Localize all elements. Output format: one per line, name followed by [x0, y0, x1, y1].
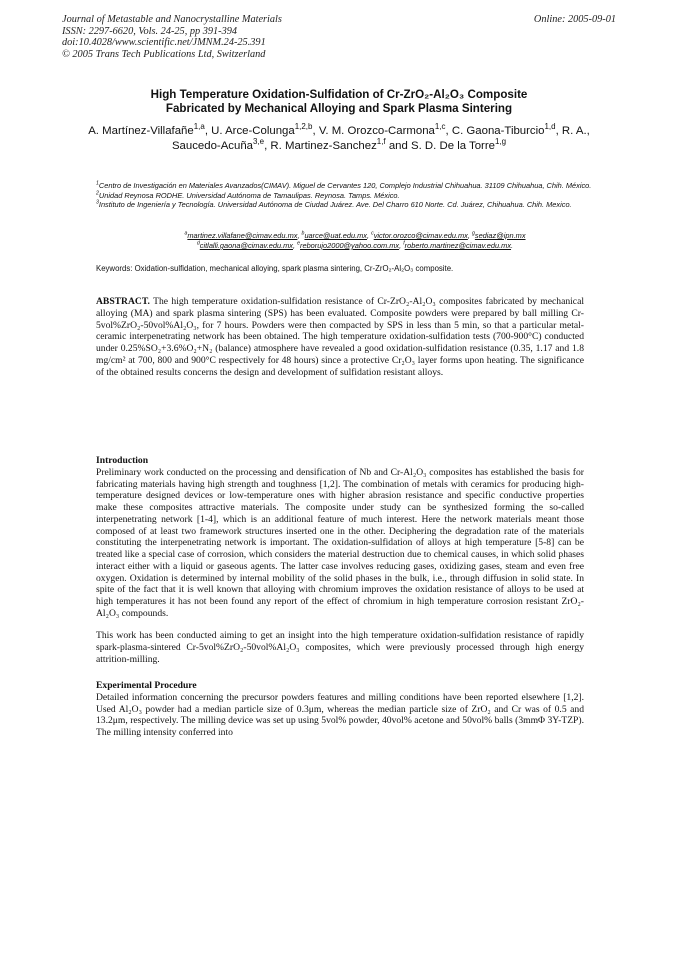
- author-affil-mark: 1,g: [494, 136, 507, 146]
- author-emails: $^a$martinez.villafane@cimav.edu.mx, $^b$uarce@uat.edu.mx, $^c$victor.orozco@cimav.edu.mx, $^g$sediaz@ipn.mx $^d$citlalli.gaona@cimav.edu.mx, $^e$reborujo2000@yahoo.com.mx, $^f$roberto.martinez@cimav.edu.mx.: [184, 230, 526, 250]
- abstract: [96, 296, 584, 378]
- author-affil-mark: 3,e: [253, 136, 265, 146]
- affiliation-3: $^3$Instituto de Ingeniería y Tecnología. Universidad Autónoma de Ciudad Juárez. Ave. Del Charro 610 Norte. Cd. Juárez, Chihuahua. Chih. Mexico.: [96, 199, 572, 210]
- paragraph: Detailed information concerning the precursor powders features and milling conditions have been reported elsewhere [1,2]. Used Al₂O₃ powder had a median particle size of 0.3μm, whereas the median particle size of ZrO₂ and Cr was of 0.5 and 13.2μm, respectively. The milling device was set up using 5vol% powder, 40vol% acetone and 50vol% balls (3mmΦ 3Y-TZP). The milling intensity conferred into: [96, 691, 584, 738]
- author-affil-mark: 1,c: [434, 122, 446, 132]
- paragraph: This work has been conducted aiming to get an insight into the high temperature oxidation-sulfidation resistance of rapidly spark-plasma-sintered Cr-5vol%ZrO₂-50vol%Al₂O₃ composites, which were previously processed through high energy attrition-milling.: [96, 630, 584, 665]
- journal-issn: ISSN: 2297-6620, Vols. 24-25, pp 391-394: [62, 25, 238, 37]
- author-list: A. Martínez-Villafañe$^{1,a}$, U. Arce-Colunga$^{1,2,b}$, V. M. Orozco-Carmona$^{1,c}$, C. Gaona-Tiburcio$^{1,d}$, R. A., Saucedo-Acuña$^{3,e}$, R. Martinez-Sanchez$^{1,f}$ and S. D. De la Torre$^{1,g}$: [88, 122, 590, 152]
- paper-title: [70, 88, 608, 116]
- keywords-label: Keywords:: [96, 264, 133, 273]
- author-name: C. Gaona-Tiburcio: [451, 125, 545, 137]
- author-name: U. Arce-Colunga: [211, 125, 295, 137]
- abstract-label: ABSTRACT.: [96, 296, 150, 307]
- email-link[interactable]: reborujo2000@yahoo.com.mx: [300, 241, 400, 250]
- keywords-text: Oxidation-sulfidation, mechanical alloying, spark plasma sintering, Cr-ZrO₂-Al₂O₃ composite.: [134, 264, 454, 273]
- abstract-text: The high temperature oxidation-sulfidation resistance of Cr-ZrO₂-Al₂O₃ composites fabricated by mechanical alloying (MA) and spark plasma sintering (SPS) has been evaluated. Composite powders were prepared by ball milling Cr-5vol%ZrO₂-50vol%Al₂O₃, for 7 hours. Powders were then compacted by SPS in less than 5 min, so that a particular metal-ceramic interpenetrating network has been obtained. The high temperature oxidation-sulfidation tests (700-900°C) conducted under 0.25%SO₂+3.6%O₂+N₂ (balance) atmosphere have revealed a good oxidation-sulfidation resistance (0.35, 1.17 and 1.8 mg/cm² at 700, 800 and 900°C respectively for 48 hours) since a protective Cr₂O₃ layer forms upon heating. The significance of the obtained results concerns the design and development of sulfidation resistant alloys.: [96, 296, 584, 378]
- title-line-1: High Temperature Oxidation-Sulfidation of Cr-ZrO₂-Al₂O₃ Composite: [150, 88, 528, 101]
- author-affil-mark: 1,f: [376, 136, 386, 146]
- title-line-2: Fabricated by Mechanical Alloying and Spark Plasma Sintering: [165, 102, 513, 115]
- author-name: R. Martinez-Sanchez: [270, 139, 377, 152]
- introduction-section: [96, 455, 584, 620]
- email-link[interactable]: citlalli.gaona@cimav.edu.mx: [199, 241, 293, 250]
- email-link[interactable]: martinez.villafane@cimav.edu.mx: [187, 231, 298, 240]
- email-link[interactable]: uarce@uat.edu.mx: [304, 231, 367, 240]
- author-name: R. A., Saucedo-Acuña: [171, 125, 590, 152]
- journal-name: Journal of Metastable and Nanocrystalline Materials: [62, 14, 282, 25]
- author-name: V. M. Orozco-Carmona: [318, 125, 435, 137]
- email-link[interactable]: victor.orozco@cimav.edu.mx: [373, 231, 468, 240]
- paragraph: Preliminary work conducted on the processing and densification of Nb and Cr-Al₂O₃ composites has established the basis for fabricating materials having high strength and toughness [1,2]. The combination of metals with ceramics for producing high-temperature designed devices or low-temperature ones with higher abrasion resistance and specific conductive properties make these composites attractive materials. The composite under study can be synthesized forming the so-called interpenetrating network [1-4], which is an additional feature of much interest. Here the network materials meant those composed of at least two framework structures inserted one in the other. Deciphering the degradation rate of the materials constituting the interpenetrating network is important. The oxidation-sulfidation of alloys at high temperature [5-8] can be treated like a special case of corrosion, which considers the material destruction due to chemical causes, in which solid phases interact either with a liquid or gaseous agents. The latter case involves reducing gases, oxidizing gases, steam and even free oxygen. Oxidation is determined by internal mobility of the solid phases in the bulk, i.e., through diffusion in solid state. In spite of the fact that it is well known that alloying with chromium improves the oxidation resistance of alloys to be used at high temperatures it has not been found any report of the effect of chromium in high temperature corrosion resistant ZrO₂-Al₂O₃ compounds.: [96, 466, 584, 619]
- introduction-paragraph-2: [96, 630, 584, 665]
- author-name: S. D. De la Torre: [411, 139, 495, 152]
- journal-doi[interactable]: doi:10.4028/www.scientific.net/JMNM.24-25.391: [62, 37, 266, 49]
- affiliation-1: $^1$Centro de Investigación en Materiales Avanzados(CIMAV). Miguel de Cervantes 120, Complejo Industrial Chihuahua. 31109 Chihuahua, Chih. México.: [96, 180, 592, 190]
- keywords: [96, 264, 596, 274]
- journal-info: [62, 14, 492, 60]
- author-name: A. Martínez-Villafañe: [88, 125, 194, 137]
- affiliation-2: $^2$Unidad Reynosa RODHE. Universidad Autónoma de Tamaulipas. Reynosa. Tamps. México.: [96, 190, 400, 200]
- email-link[interactable]: roberto.martinez@cimav.edu.mx: [404, 241, 512, 250]
- author-affil-mark: 1,2,b: [294, 122, 313, 132]
- experimental-section: [96, 680, 584, 739]
- section-heading: Experimental Procedure: [96, 680, 197, 691]
- author-affil-mark: 1,d: [544, 122, 556, 132]
- journal-copyright: © 2005 Trans Tech Publications Ltd, Switzerland: [62, 48, 266, 60]
- affiliations: [96, 181, 596, 210]
- online-date: Online: 2005-09-01: [533, 14, 616, 25]
- section-heading: Introduction: [96, 455, 149, 466]
- author-affil-mark: 1,a: [193, 122, 205, 132]
- email-link[interactable]: sediaz@ipn.mx: [474, 231, 526, 240]
